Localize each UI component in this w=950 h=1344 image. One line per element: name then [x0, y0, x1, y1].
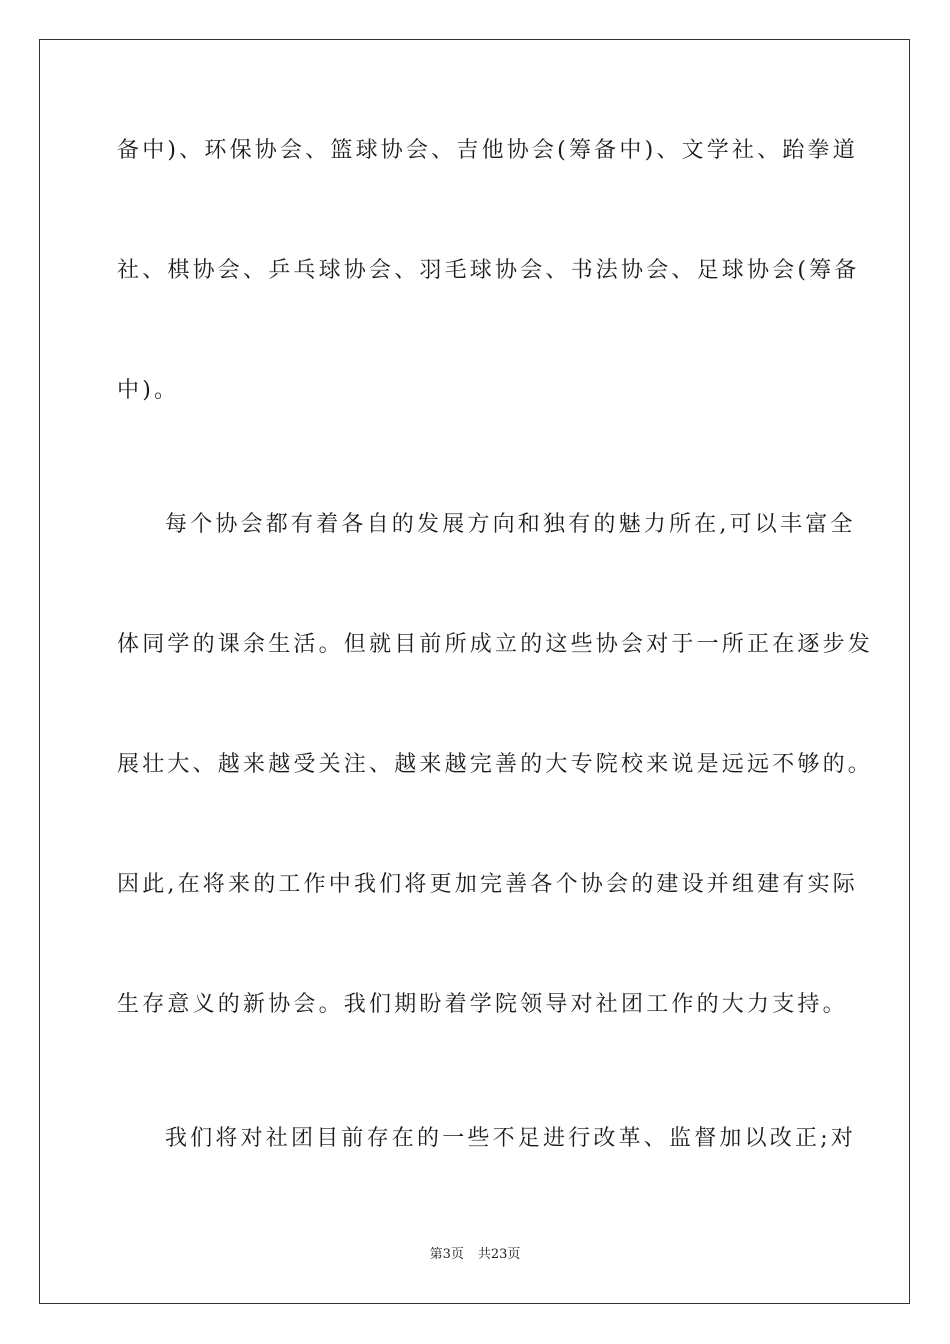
text-line: 展壮大、越来越受关注、越来越完善的大专院校来说是远远不够的。	[117, 752, 874, 777]
page-footer	[0, 1246, 950, 1264]
text-line: 因此,在将来的工作中我们将更加完善各个协会的建设并组建有实际	[117, 872, 858, 897]
text-line: 我们将对社团目前存在的一些不足进行改革、监督加以改正;对	[165, 1126, 857, 1151]
page-border	[39, 39, 910, 1304]
text-line: 体同学的课余生活。但就目前所成立的这些协会对于一所正在逐步发	[117, 632, 874, 657]
current-page-number: 第3页	[429, 1247, 464, 1262]
text-line: 社、棋协会、乒乓球协会、羽毛球协会、书法协会、足球协会(筹备	[117, 258, 860, 283]
text-line: 中)。	[117, 378, 180, 403]
text-line: 每个协会都有着各自的发展方向和独有的魅力所在,可以丰富全	[165, 512, 856, 537]
text-line: 备中)、环保协会、篮球协会、吉他协会(筹备中)、文学社、跆拳道	[117, 138, 858, 163]
text-line: 生存意义的新协会。我们期盼着学院领导对社团工作的大力支持。	[117, 992, 848, 1017]
total-page-count: 共23页	[477, 1247, 521, 1262]
